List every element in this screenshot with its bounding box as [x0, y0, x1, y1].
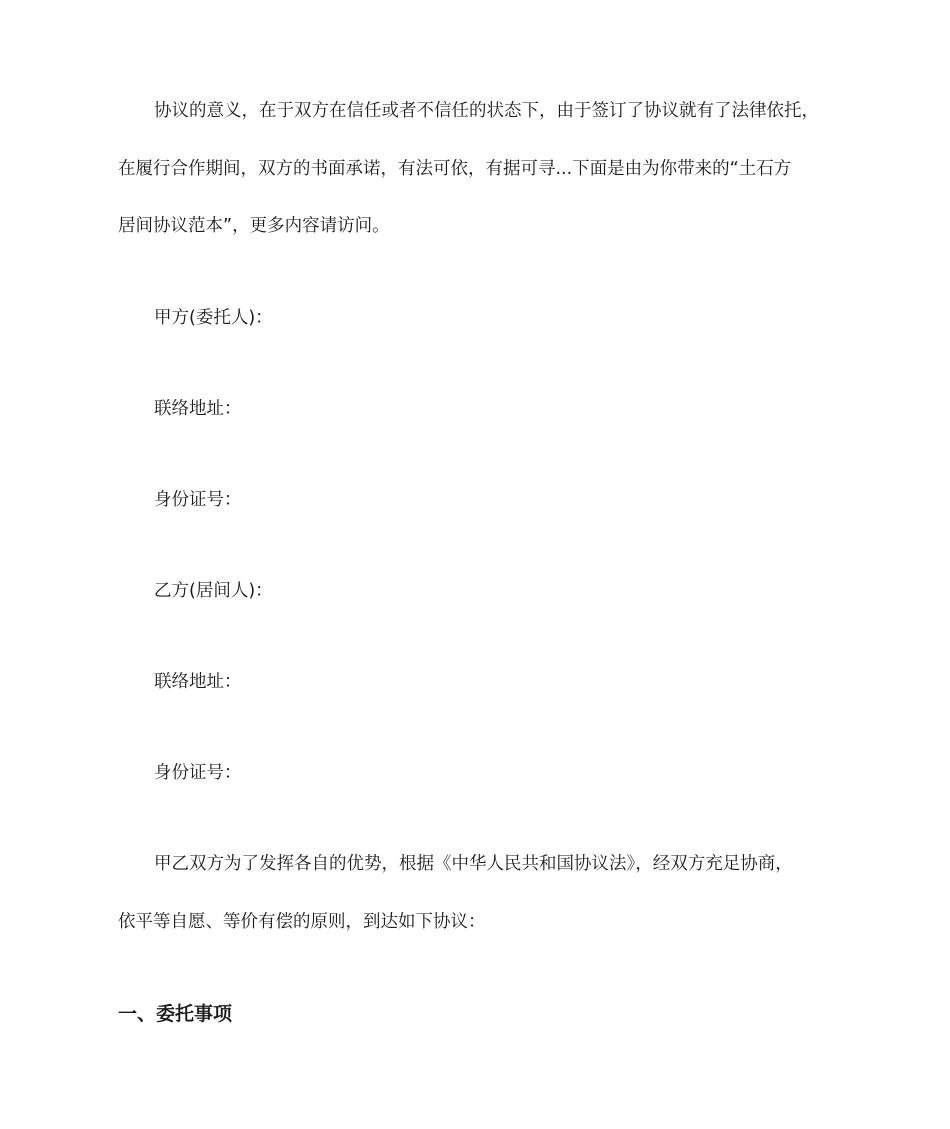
- party-b-address-label: 联络地址：: [154, 672, 242, 692]
- intro-line-2: 在履行合作期间，双方的书面承诺，有法可依，有据可寻...下面是由为你带来的“土石方: [118, 159, 792, 179]
- party-b-id-label: 身份证号：: [154, 763, 242, 783]
- intro-line-1: 协议的意义，在于双方在信任或者不信任的状态下，由于签订了协议就有了法律依托，: [154, 101, 819, 121]
- agreement-line-2: 依平等自愿、等价有偿的原则，到达如下协议：: [118, 912, 486, 932]
- agreement-line-1: 甲乙双方为了发挥各自的优势，根据《中华人民共和国协议法》，经双方充足协商，: [154, 854, 793, 874]
- intro-line-3: 居间协议范本”，更多内容请访问。: [118, 216, 390, 236]
- party-a-id-label: 身份证号：: [154, 490, 242, 510]
- party-a-address-label: 联络地址：: [154, 399, 242, 419]
- party-b-label: 乙方(居间人)：: [154, 581, 273, 601]
- section-1-heading: 一、委托事项: [118, 1003, 233, 1025]
- party-a-label: 甲方(委托人)：: [154, 308, 273, 328]
